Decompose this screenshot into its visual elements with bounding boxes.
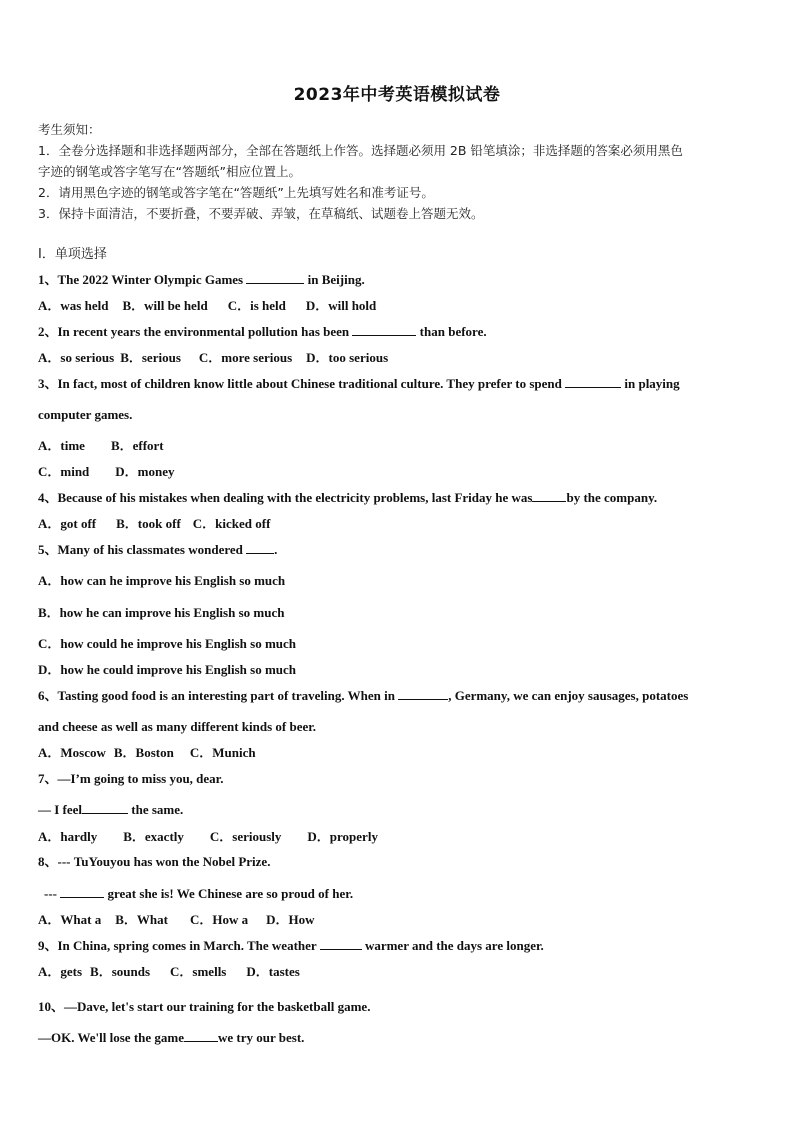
option: B．took off xyxy=(116,516,181,531)
question-text: warmer and the days are longer. xyxy=(361,938,544,953)
option: A．hardly xyxy=(38,829,98,844)
answer-blank xyxy=(184,1029,218,1042)
option: D．tastes xyxy=(246,964,300,979)
option: B．will be held xyxy=(122,298,208,313)
answer-blank xyxy=(352,323,416,336)
options-4 xyxy=(38,515,284,533)
answer-blank xyxy=(246,271,304,284)
question-text: by the company. xyxy=(566,490,658,505)
question-10-reply xyxy=(38,1029,304,1047)
option: C．kicked off xyxy=(192,516,271,531)
question-6 xyxy=(38,687,688,705)
option: A．Moscow xyxy=(38,745,106,760)
option: A．What a xyxy=(38,912,102,927)
option: B．sounds xyxy=(90,964,151,979)
question-text: great she is! We Chinese are so proud of her. xyxy=(104,886,354,901)
option: C．is held xyxy=(227,298,286,313)
option: D．too serious xyxy=(306,350,389,365)
question-text: the same. xyxy=(128,802,184,817)
answer-blank xyxy=(82,801,128,814)
answer-blank xyxy=(246,541,274,554)
question-10: 10、—Dave, let's start our training for the basketball game. xyxy=(38,999,371,1014)
option: C．mind xyxy=(38,464,90,479)
option: B．What xyxy=(115,912,168,927)
option: A．was held xyxy=(38,298,109,313)
option: A．got off xyxy=(38,516,97,531)
question-text: 3、In fact, most of children know little about Chinese traditional culture. They prefer to spend xyxy=(38,376,566,391)
answer-blank xyxy=(320,937,362,950)
question-text: 4、Because of his mistakes when dealing with the electricity problems, last Friday he was xyxy=(38,490,533,505)
option: A．gets xyxy=(38,964,83,979)
options-1 xyxy=(38,297,390,315)
notice-line-1: 1．全卷分选择题和非选择题两部分，全部在答题纸上作答。选择题必须用 2B 铅笔填涂；非选择题的答案必须用黑色 xyxy=(38,143,683,158)
question-text: in playing xyxy=(621,376,680,391)
option: B．Boston xyxy=(113,745,174,760)
question-9 xyxy=(38,937,544,955)
question-3-continued: computer games. xyxy=(38,407,133,422)
notice-line-4: 3．保持卡面清洁，不要折叠，不要弄破、弄皱，在草稿纸、试题卷上答题无效。 xyxy=(38,206,484,221)
options-8 xyxy=(38,911,328,929)
question-7-reply xyxy=(38,801,183,819)
question-text: 9、In China, spring comes in March. The weather xyxy=(38,938,320,953)
option: C．smells xyxy=(170,964,227,979)
question-5 xyxy=(38,541,277,559)
question-text: 1、The 2022 Winter Olympic Games xyxy=(38,272,247,287)
options-3b xyxy=(38,463,189,481)
question-text: . xyxy=(274,542,278,557)
question-text: in Beijing. xyxy=(304,272,365,287)
question-8: 8、--- TuYouyou has won the Nobel Prize. xyxy=(38,854,271,869)
option: C．seriously xyxy=(209,829,282,844)
option: A．so serious xyxy=(38,350,115,365)
option: D．How xyxy=(266,912,315,927)
notice-heading: 考生须知： xyxy=(38,122,101,137)
question-text: than before. xyxy=(416,324,487,339)
notice-line-3: 2．请用黑色字迹的钢笔或答字笔在“答题纸”上先填写姓名和准考证号。 xyxy=(38,185,434,200)
option: B．serious xyxy=(120,350,181,365)
option: C．more serious xyxy=(198,350,293,365)
answer-blank xyxy=(565,375,621,388)
options-2 xyxy=(38,349,402,367)
options-3a xyxy=(38,437,178,455)
option-5a: A．how can he improve his English so much xyxy=(38,573,286,588)
question-text: 2、In recent years the environmental pollution has been xyxy=(38,324,353,339)
notice-line-2: 字迹的钢笔或答字笔写在“答题纸”相应位置上。 xyxy=(38,164,301,179)
question-text: —OK. We'll lose the game xyxy=(38,1030,184,1045)
question-text: — I feel xyxy=(38,802,83,817)
option: C．How a xyxy=(189,912,249,927)
answer-blank xyxy=(398,687,448,700)
question-4 xyxy=(38,489,657,507)
option: C．Munich xyxy=(189,745,256,760)
options-6 xyxy=(38,744,270,762)
option: B．exactly xyxy=(123,829,184,844)
question-8-reply xyxy=(44,885,353,903)
question-7: 7、—I’m going to miss you, dear. xyxy=(38,771,224,786)
candidate-notice xyxy=(38,119,760,224)
question-text: we try our best. xyxy=(218,1030,305,1045)
option: B．effort xyxy=(110,438,164,453)
option: D．money xyxy=(115,464,175,479)
options-7 xyxy=(38,828,392,846)
answer-blank xyxy=(532,489,566,502)
question-1 xyxy=(38,271,365,289)
question-text: 6、Tasting good food is an interesting part of traveling. When in xyxy=(38,688,399,703)
question-text: , Germany, we can enjoy sausages, potatoes xyxy=(448,688,689,703)
option: D．will hold xyxy=(305,298,377,313)
question-text: 5、Many of his classmates wondered xyxy=(38,542,247,557)
question-6-continued: and cheese as well as many different kinds of beer. xyxy=(38,719,317,734)
question-2 xyxy=(38,323,487,341)
option-5b: B．how he can improve his English so much xyxy=(38,605,285,620)
option-5c: C．how could he improve his English so much xyxy=(38,636,297,651)
option-5d: D．how he could improve his English so much xyxy=(38,662,297,677)
section-title: Ⅰ．单项选择 xyxy=(38,247,107,262)
question-3 xyxy=(38,375,680,393)
question-text: --- xyxy=(44,886,61,901)
options-9 xyxy=(38,963,314,981)
option: D．properly xyxy=(307,829,378,844)
answer-blank xyxy=(60,885,104,898)
page-title: 2023年中考英语模拟试卷 xyxy=(293,85,501,105)
option: A．time xyxy=(38,438,85,453)
